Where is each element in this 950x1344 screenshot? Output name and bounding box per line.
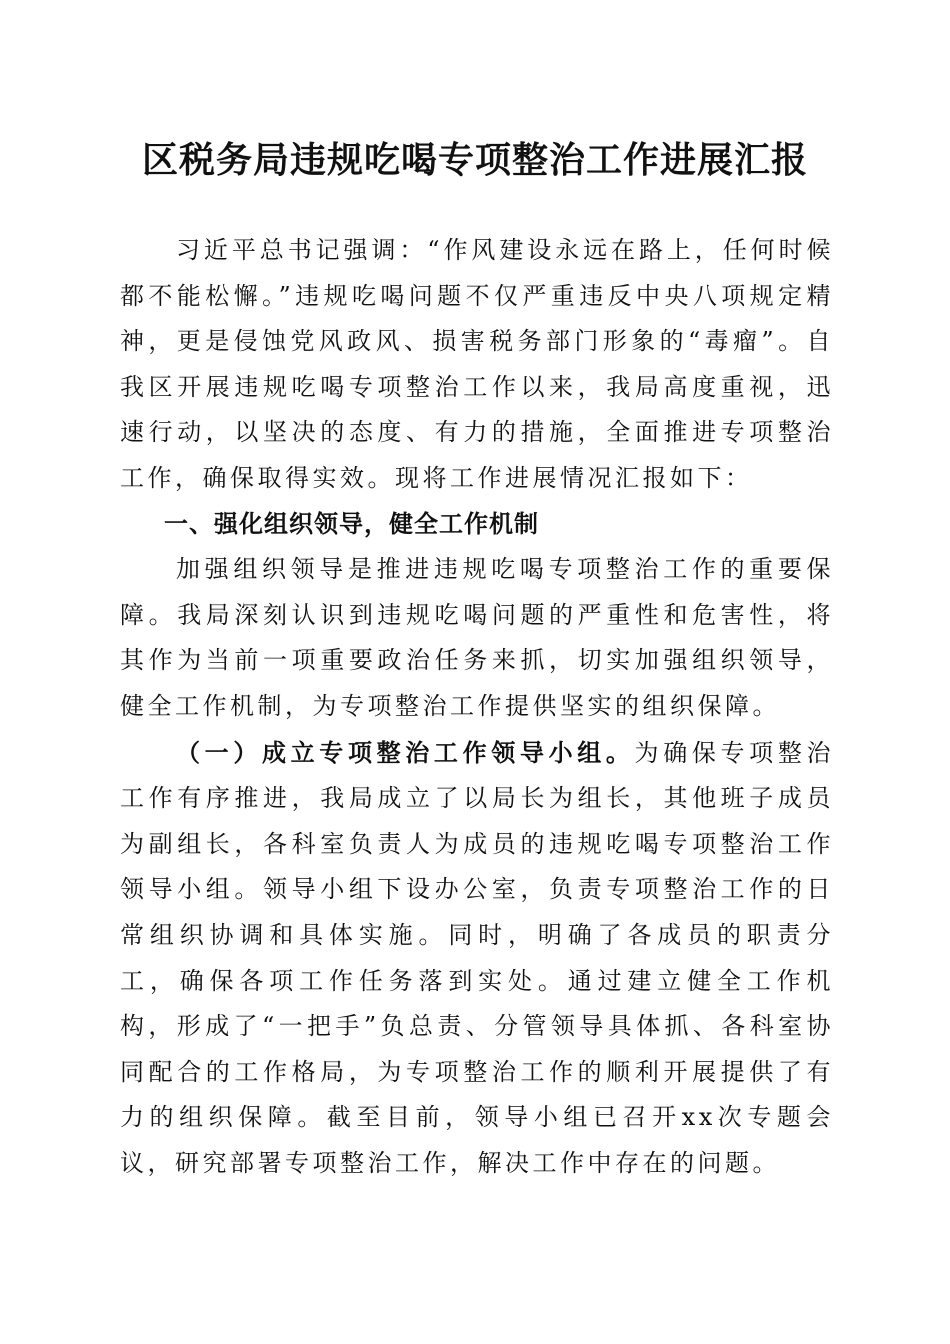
subsection-1-body: 为确保专项整治工作有序推进，我局成立了以局长为组长，其他班子成员为副组长，各科室负责人为成员的违规吃喝专项整治工作领导小组。领导小组下设办公室，负责专项整治工作的日常组织协调和具体实施。同时，明确了各成员的职责分工，确保各项工作任务落到实处。通过建立健全工作机构，形成了“一把手”负总责、分管领导具体抓、各科室协同配合的工作格局，为专项整治工作的顺利开展提供了有力的组织保障。截至目前，领导小组已召开xx次专题会议，研究部署专项整治工作，解决工作中存在的问题。 xyxy=(120,738,835,1177)
document-body xyxy=(120,228,834,1186)
section-1-paragraph: 加强组织领导是推进违规吃喝专项整治工作的重要保障。我局深刻认识到违规吃喝问题的严重性和危害性，将其作为当前一项重要政治任务来抓，切实加强组织领导，健全工作机制，为专项整治工作提供坚实的组织保障。 xyxy=(120,555,834,720)
document-title: 区税务局违规吃喝专项整治工作进展汇报 xyxy=(141,139,808,181)
intro-paragraph: 习近平总书记强调：“作风建设永远在路上，任何时候都不能松懈。”违规吃喝问题不仅严重违反中央八项规定精神，更是侵蚀党风政风、损害税务部门形象的“毒瘤”。自我区开展违规吃喝专项整治工作以来，我局高度重视，迅速行动，以坚决的态度、有力的措施，全面推进专项整治工作，确保取得实效。现将工作进展情况汇报如下： xyxy=(120,236,834,492)
subsection-1-paragraph xyxy=(120,730,834,1187)
subsection-1-lead: （一）成立专项整治工作领导小组。 xyxy=(176,737,635,767)
section-heading-1: 一、强化组织领导，健全工作机制 xyxy=(164,509,539,538)
